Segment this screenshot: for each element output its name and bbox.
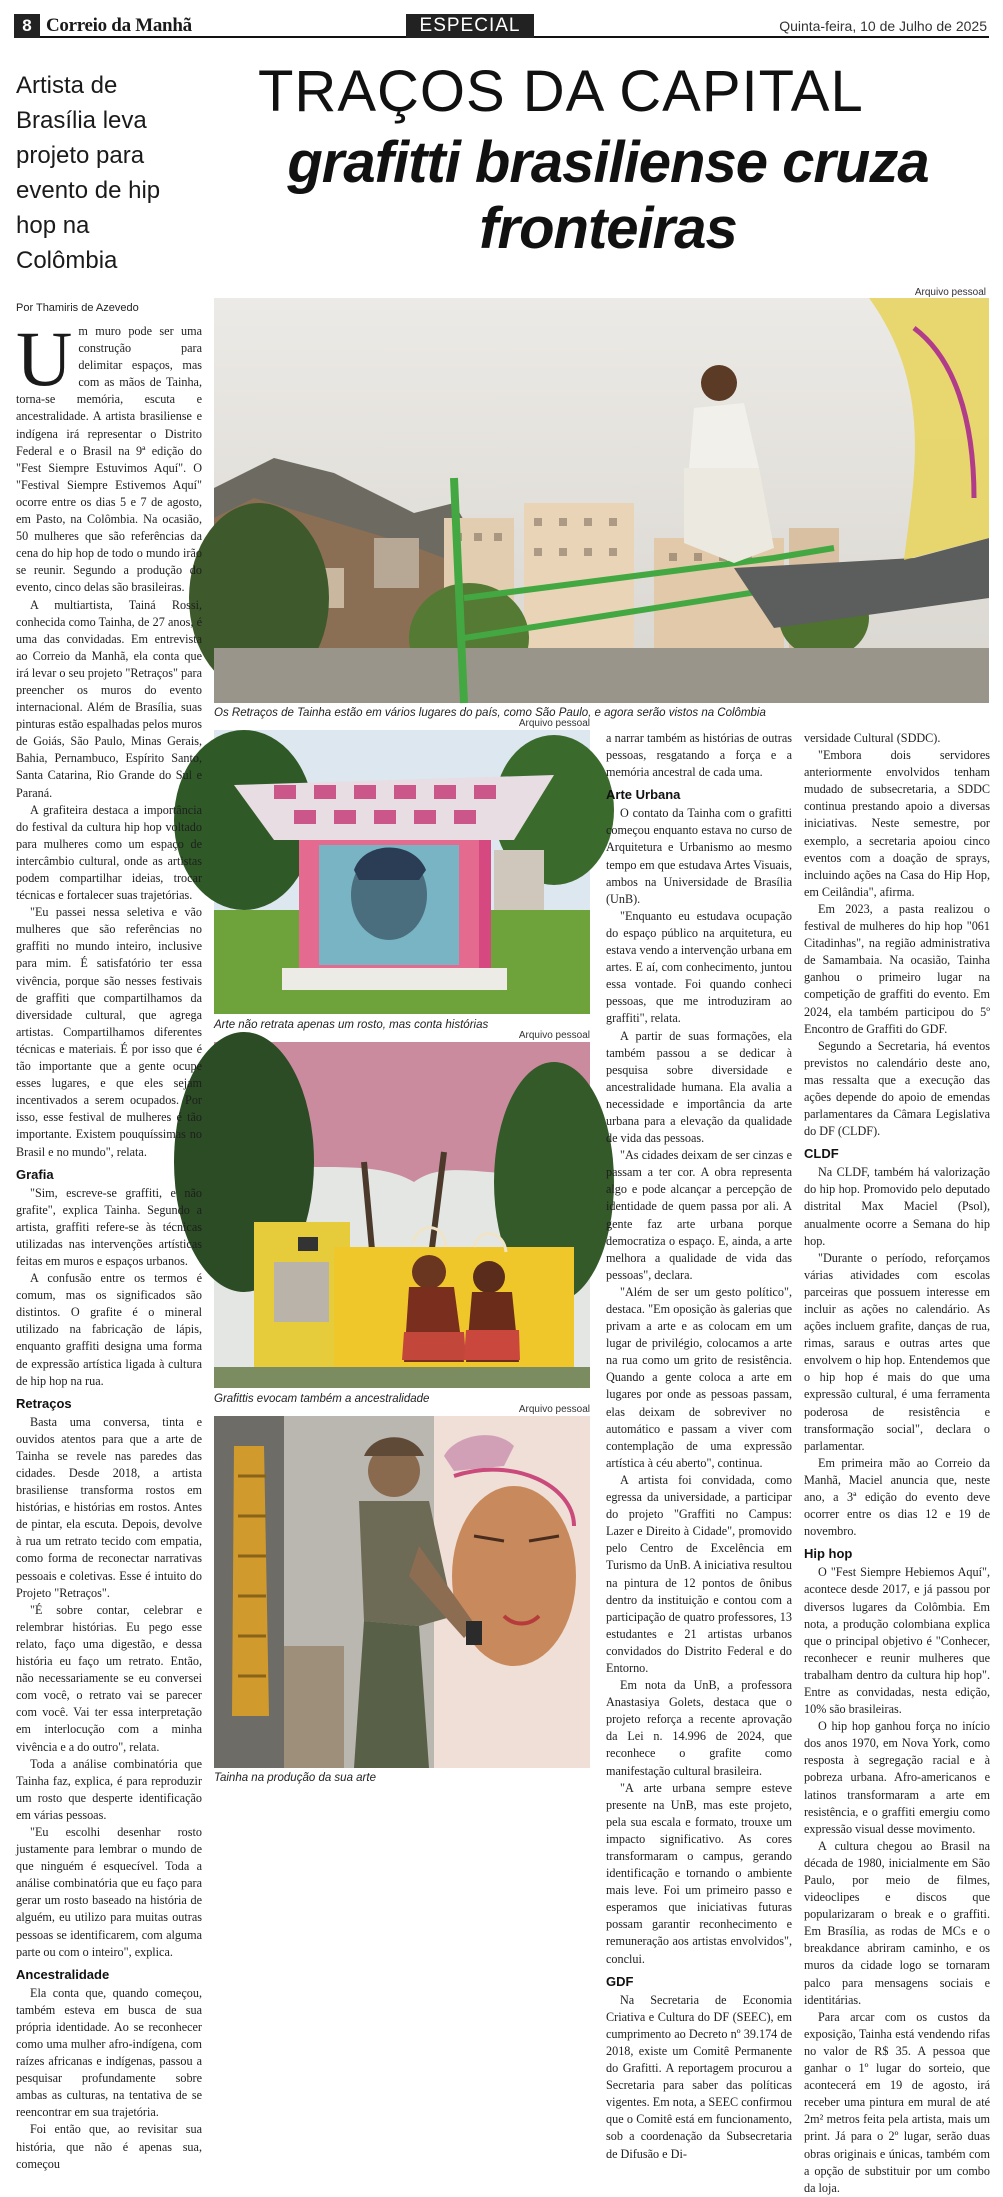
paragraph: "É sobre contar, celebrar e relembrar histórias. Eu pego esse relato, faço uma digestão, e dessa história eu faço um retrato. Então, não necessariamente se eu conversei com você, o retrato vai se parecer com você. Vai ter essa interpretação em interlocução com a minha vivência e a do outro", relata.: [16, 1602, 202, 1754]
paragraph: "Embora dois servidores anteriormente envolvidos tenham mudado de subsecretaria, a SDDC continua prestando apoio a diversas iniciativas. Neste semestre, por exemplo, a secretaria apoiou cinco eventos com a doação de sprays, incluindo ações na Casa do Hip Hop, em Ceilândia", afirma.: [804, 748, 990, 899]
paragraph: Na CLDF, também há valorização do hip hop. Promovido pelo deputado distrital Max Maciel (Psol), anualmente ocorre a Semana do hip hop.: [804, 1165, 990, 1248]
artist-photo: [214, 1416, 590, 1768]
article-column-4: [804, 730, 990, 2195]
paragraph: "Além de ser um gesto político", destaca. "Em oposição às galerias que privam a arte e as colocam em um lugar de privilégio, colocamos a arte na rua como um grito de resistência. Quando a gente coloca a arte em lugares por onde as pessoas passam, elas deixam de sobreviver no automático e passam a viver com contemplação de uma expressão artística à céu aberto", continua.: [606, 1284, 792, 1470]
subheading: Grafia: [16, 1166, 54, 1182]
bus-stop-illustration: [214, 730, 590, 1014]
paragraph: "Sim, escreve-se graffiti, e não grafite", explica Tainha. Segundo a artista, graffiti refere-se às técnicas utilizadas nas intervenções artísticas feitas em muros e espaços urbanos.: [16, 1185, 202, 1268]
paragraph: Para arcar com os custos da exposição, Tainha está vendendo rifas no valor de R$ 35. A pessoa que ganhar o 1º lugar do sorteio, que acontecerá em 19 de agosto, irá receber uma pintura em mural de até 2m² metros feita pela artista, mais um print. Já para o 2º lugar, serão duas obras originais e únicas, também com a opção de substituir por um combo da loja.: [804, 2009, 990, 2195]
paragraph: Na Secretaria de Economia Criativa e Cultura do DF (SEEC), em cumprimento ao Decreto nº 39.174 de 2018, existe um Comitê Permanente do Grafitti. A reportagem procurou a Secretaria para saber das políticas vigentes. Em nota, a SEEC confirmou que o Comitê está em funcionamento, sob a coordenação da Subsecretaria de Difusão e Di-: [606, 1992, 792, 2161]
section-label: ESPECIAL: [406, 14, 534, 38]
photo-credit: Arquivo pessoal: [914, 287, 986, 298]
article-column-1: [16, 315, 202, 2171]
paragraph: O "Fest Siempre Hebiemos Aquí", acontece desde 2017, e já passou por diversos lugares da Colômbia. Em nota, a produção colombiana explica que o principal objetivo é "Conhecer, reconhecer e reunir mulheres que trabalham dentro da cultura hip hop". Entre as convidadas, nesta edição, 10% são brasileiras.: [804, 1565, 990, 1717]
paragraph: Em nota da UnB, a professora Anastasiya Golets, destaca que o projeto reforça a recente aprovação da Lei n. 14.996 de 2024, que reconhece o grafite como manifestação cultural brasileira.: [606, 1678, 792, 1778]
paragraph: Foi então que, ao revisitar sua história, que não é apenas sua, começou: [16, 2122, 202, 2171]
paragraph: A grafiteira destaca a importância do festival da cultura hip hop voltado para mulheres como um espaço de intercâmbio cultural, onde as artistas podem compartilhar ideias, trocar técnicas e fortalecer suas trajetórias.: [16, 802, 202, 903]
byline: Por Thamiris de Azevedo: [16, 302, 139, 314]
paragraph: A confusão entre os termos é comum, mas os significados são distintos. O grafite é o mineral utilizado na fabricação de lápis, enquanto graffiti designa uma forma de expressão artística ligada à cultura de hip hop na rua.: [16, 1271, 202, 1388]
issue-date: Quinta-feira, 10 de Julho de 2025: [779, 18, 987, 34]
paragraph: Em 2023, a pasta realizou o festival de mulheres do hip hop "061 Citadinhas", na região administrativa de Samambaia. Na ocasião, Tainha ganhou o primeiro lugar na competição de graffiti do evento. Em 2024, ela também participou do 5º Encontro de Graffiti do GDF.: [804, 901, 990, 1036]
wall-caption: Grafittis evocam também a ancestralidade: [214, 1393, 430, 1405]
artist-caption: Tainha na produção da sua arte: [214, 1772, 376, 1784]
paragraph: O contato da Tainha com o grafitti começou enquanto estava no curso de Arquitetura e Urbanismo ao mesmo tempo em que estudava Artes Visuais, ambos na Universidade de Brasília (UnB).: [606, 806, 792, 906]
article-column-3: [606, 730, 792, 2161]
article-kicker: TRAÇOS DA CAPITAL: [258, 59, 864, 124]
paragraph: Segundo a Secretaria, há eventos previstos no calendário deste ano, mas ressalta que a execução das ações depende do apoio de emendas parlamentares da Câmara Legislativa do DF (CLDF).: [804, 1038, 990, 1139]
page-header: [14, 14, 989, 38]
artist-illustration: [214, 1416, 590, 1768]
subheading: GDF: [606, 1973, 634, 1989]
paragraph: a narrar também as histórias de outras pessoas, resgatando a força e a memória ancestral de cada uma.: [606, 731, 792, 780]
paragraph: A cultura chegou ao Brasil na década de 1980, inicialmente em São Paulo, por meio de filmes, videoclipes e discos que popularizaram o break e o graffiti. Em Brasília, as rodas de MCs e o breakdance abriram caminho, e os muros da cidade logo se tornaram palco para mensagens sociais e identitárias.: [804, 1838, 990, 2007]
paragraph: "A arte urbana sempre esteve presente na UnB, mas este projeto, pela sua escala e formato, trouxe um impacto significativo. As cores transformaram o campus, gerando identificação e tornando o ambiente mais leve. Foi um primeiro passo e esperamos que iniciativas futuras possam garantir reconhecimento e remuneração aos artistas envolvidos", conclui.: [606, 1780, 792, 1966]
paragraph: A artista foi convidada, como egressa da universidade, a participar do projeto "Graffiti no Campus: Lazer e Direito à Cidade", promovido pelo Centro de Excelência em Turismo da UnB. A iniciativa resultou na pintura de 12 pontos de ônibus dentro da instituição e contou com a participação de quatro professores, 13 estudantes e 21 artistas urbanos convidados do Distrito Federal e do Entorno.: [606, 1472, 792, 1675]
subheading: Arte Urbana: [606, 787, 681, 803]
wall-illustration: [214, 1042, 590, 1388]
wall-photo: [214, 1042, 590, 1388]
subheading: Retraços: [16, 1395, 72, 1411]
main-photo-caption: Os Retraços de Tainha estão em vários lugares do país, como São Paulo, e agora serão vistos na Colômbia: [214, 707, 766, 719]
subheading: CLDF: [804, 1146, 839, 1162]
newspaper-name: Correio da Manhã: [46, 15, 192, 36]
drop-cap: U: [16, 315, 73, 402]
main-photo: [214, 298, 989, 703]
paragraph: "As cidades deixam de ser cinzas e passam a ter cor. A obra representa algo e pode alcançar a percepção de identidade de quem passa por ali. A gente faz arte urbana porque democratiza o espaço. E, ainda, a arte melhora a qualidade de vida das pessoas", declara.: [606, 1148, 792, 1282]
photo-credit: Arquivo pessoal: [518, 1404, 590, 1415]
subheading: Ancestralidade: [16, 1966, 110, 1982]
bus-stop-photo: [214, 730, 590, 1014]
subheading: Hip hop: [804, 1546, 853, 1562]
paragraph: "Eu passei nessa seletiva e vão mulheres que são referências no graffiti no mundo inteiro, inclusive para mim. É satisfatório ter essa vivência, porque são nesses festivais de graffiti que compartilhamos da diversidade cultural, que agrega artistas. Compartilhamos diferentes técnicas e materiais. É por isso que é tão importante que a gente ocupe esses lugares, e que eles sejam incentivados a serem ocupados. Por isso, esse festival de mulheres é tão importante. Existem pouquíssimas no Brasil e no mundo", relata.: [16, 905, 202, 1159]
paragraph: A multiartista, Tainá Rossi, conhecida como Tainha, de 27 anos, é uma das convidadas. Em entrevista ao Correio da Manhã, ela conta que irá levar o seu projeto "Retraços" para preencher os muros do evento internacional. Além de Brasília, suas pinturas estão espalhadas pelos muros de Goiás, São Paulo, Minas Gerais, Bahia, Pernambuco, Espírito Santo, Santa Catarina, Rio Grande do Sul e Paraná.: [16, 597, 202, 800]
paragraph: Um muro pode ser uma construção para delimitar espaços, mas com as mãos de Tainha, torna-se memória, escuta e ancestralidade. A artista brasiliense e indígena irá representar o Distrito Federal e o Brasil na 9ª edição do "Fest Siempre Estuvimos Aquí". O "Festival Siempre Estivemos Aquí" ocorre entre os dias 5 e 7 de agosto, em Pasto, na Colômbia. Na ocasião, 50 mulheres que são referências da cena do hip hop de todo o mundo irão se reunir. Segundo a produção do evento, cinco delas são brasileiras.: [16, 315, 202, 595]
paragraph: Ela conta que, quando começou, também esteva em busca de sua própria identidade. Ao se reconhecer como uma mulher afro-indígena, com raízes africanas e indígenas, passou a pesquisar profundamente sobre ambas as culturas, na tentativa de se reencontrar em sua trajetória.: [16, 1985, 202, 2120]
photo-credit: Arquivo pessoal: [518, 1030, 590, 1041]
paragraph: A partir de suas formações, ela também passou a se dedicar à pesquisa sobre diversidade e ancestralidade humana. Ela avalia a necessidade e importância da arte urbana para a elevação da qualidade de vida das pessoas.: [606, 1028, 792, 1146]
paragraph: O hip hop ganhou força no início dos anos 1970, em Nova York, como resposta à segregação racial e à pobreza urbana. Afro-americanos e latinos transformaram a arte em resistência, e o graffiti emergiu como expressão visual desse movimento.: [804, 1719, 990, 1836]
paragraph: Basta uma conversa, tinta e ouvidos atentos para que a arte de Tainha se revele nas paredes das cidades. Desde 2018, a artista brasiliense transforma rostos em histórias, e histórias em rostos. Antes de pintar, ela escuta. Depois, devolve à rua um retrato tecido com empatia, como forma de reconectar narrativas pessoais e coletivas. Esse é intuito do Projeto "Retraços".: [16, 1414, 202, 1600]
page-number: 8: [14, 14, 40, 38]
bus-stop-caption: Arte não retrata apenas um rosto, mas conta histórias: [214, 1019, 489, 1031]
paragraph: "Enquanto eu estudava ocupação do espaço público na arquitetura, eu estava vendo a intervenção urbana em artes. E aí, com conhecimento, juntou essa vontade. Foi quando conheci pessoas, que me introduziram ao graffiti", relata.: [606, 908, 792, 1026]
paragraph: versidade Cultural (SDDC).: [804, 731, 941, 745]
main-photo-illustration: [214, 298, 989, 703]
paragraph: "Eu escolhi desenhar rosto justamente para lembrar o mundo de que ninguém é esquecível. Toda a análise combinatória que eu faço para gerar um rosto baseado na história de alguém, eu utilizo para muitas outras pessoas se identificarem, com alguma parte ou com o inteiro", explica.: [16, 1824, 202, 1959]
article-deck: Artista de Brasília leva projeto para evento de hip hop na Colômbia: [16, 72, 161, 274]
paragraph: "Durante o período, reforçamos várias atividades com escolas parceiras que possuem interesse em incluir as ações no calendário. As ações incluem grafite, danças de rua, rimas, saraus e outras artes que envolvem o hip hop. Entendemos que o hip hop é mais do que uma expressão cultural, é uma ferramenta poderosa de resistência e transformação social", declara o parlamentar.: [804, 1250, 990, 1453]
paragraph: Em primeira mão ao Correio da Manhã, Maciel anuncia que, neste ano, a 3ª edição do evento deve ocorrer entre os dias 12 e 19 de novembro.: [804, 1455, 990, 1539]
article-headline: grafitti brasiliense cruza fronteiras: [287, 130, 929, 261]
paragraph: Toda a análise combinatória que Tainha faz, explica, é para reproduzir um rosto que desperte identificação em várias pessoas.: [16, 1756, 202, 1822]
photo-credit: Arquivo pessoal: [518, 718, 590, 729]
